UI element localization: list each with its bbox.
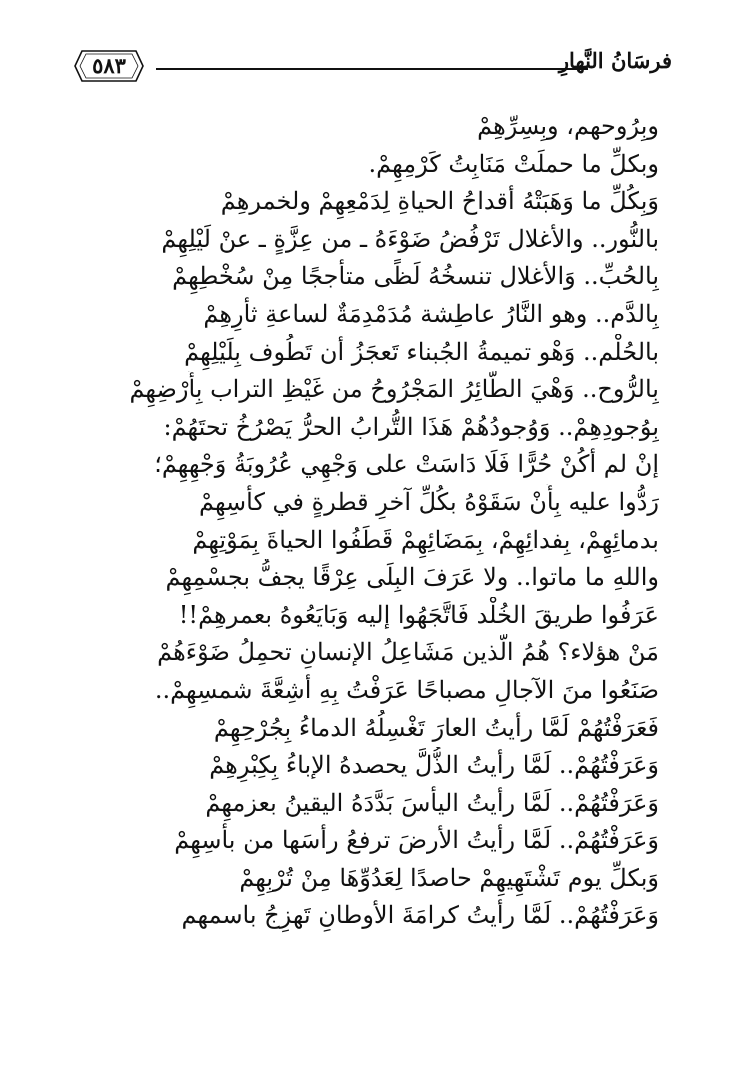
verse-line: واللهِ ما ماتوا.. ولا عَرَفَ البِلَى عِرْقًا يجفُّ بجسْمِهِمْ (165, 563, 659, 592)
verse-line: وَبكلِّ يوم تَشْتَهِيهِمْ حاصدًا لِعَدُوِّهَا مِنْ تُرْبِهِمْ (239, 863, 659, 892)
verse-line: إنْ لم أكُنْ حُرًّا فَلَا دَاسَتْ على وَجْهِي عُرُوبَةُ وَجْهِهِمْ؛ (154, 450, 659, 479)
verse-line: وَعَرَفْتُهُمْ.. لَمَّا رأيتُ الذُّلَّ يحصدهُ الإباءُ بِكِبْرِهِمْ (209, 751, 659, 780)
verse-line: وبكلِّ ما حملَتْ مَنَابِتُ كَرْمِهِمْ. (368, 149, 659, 178)
verse-line: بِالدَّم.. وهو النَّارُ عاطِشة مُدَمْدِمَةٌ لساعةِ ثأْرِهِمْ (203, 299, 659, 328)
verse-line: بِالرُّوح.. وَهْيَ الطَّائِرُ المَجْرُوحُ من غَيْظِ التراب بِأَرْضِهِمْ (129, 375, 659, 404)
verse-line: بِالحُبِّ.. وَالأغلال تنسخُهُ لَظًى متأججًا مِنْ سُخْطِهِمْ (172, 262, 659, 291)
verse-line: فَعَرَفْتُهُمْ لَمَّا رأيتُ العارَ تَغْسِلُهُ الدماءُ بِجُرْحِهِمْ (213, 713, 659, 742)
verse-line: وَعَرَفْتُهُمْ.. لَمَّا رأيتُ اليأسَ بَدَّدَهُ اليقينُ بعزمهِمْ (205, 788, 659, 817)
poem-body (59, 108, 659, 935)
verse-line: صَنَعُوا منَ الآجالِ مصباحًا عَرَفْتُ بِهِ أشِعَّةَ شمسِهِمْ.. (154, 675, 659, 704)
verse-line: وبِرُوحهم، وبِسِرِّهِمْ (477, 112, 659, 140)
book-title: فرسَانُ النَّهارِ (558, 48, 672, 73)
page-number-ornament (72, 48, 146, 84)
running-header (72, 44, 672, 94)
verse-line: بدمائِهِمْ، بِفدائِهِمْ، بِمَضَائِهِمْ قَطَفُوا الحياةَ بِمَوْتِهِمْ (192, 525, 659, 554)
verse-line: رَدُّوا عليه بِأَنْ سَقَوْهُ بكُلِّ آخرِ قطرةٍ في كأسِهِمْ (199, 487, 659, 516)
verse-line: وَبِكُلِّ ما وَهَبَتْهُ أقداحُ الحياةِ لِدَمْعِهِمْ ولخمرهِمْ (220, 187, 659, 216)
verse-line: مَنْ هؤلاء؟ هُمُ الَّذين مَشَاعِلُ الإنسانِ تحمِلُ ضَوْءَهُمْ (157, 638, 659, 667)
verse-line: بالنُّور.. والأغلال تَرْفُضُ ضَوْءَهُ ـ من عِزَّةٍ ـ عنْ لَيْلِهِمْ (161, 224, 659, 253)
verse-line: وَعَرَفْتُهُمْ.. لَمَّا رأيتُ الأرضَ ترفعُ رأسَها من بأسِهِمْ (174, 826, 659, 855)
verse-line: بالحُلْم.. وَهْو تميمةُ الجُبناء تَعجَزُ أن تَطُوف بِلَيْلِهِمْ (184, 337, 659, 366)
verse-line: بِوُجودِهِمْ.. وَوُجودُهُمْ هَذَا التُّرابُ الحرُّ يَصْرُخُ تحتَهُمْ: (163, 412, 659, 441)
verse-line: عَرَفُوا طريقَ الخُلْد فَاتَّجَهُوا إليه وَبَايَعُوهُ بعمرهِمْ!! (178, 600, 659, 629)
page-number: ٥٨٣ (92, 53, 126, 78)
verse-line: وَعَرَفْتُهُمْ.. لَمَّا رأيتُ كرامَةَ الأوطانِ تَهزِجُ باسمهم (181, 901, 659, 930)
header-rule (156, 68, 588, 70)
